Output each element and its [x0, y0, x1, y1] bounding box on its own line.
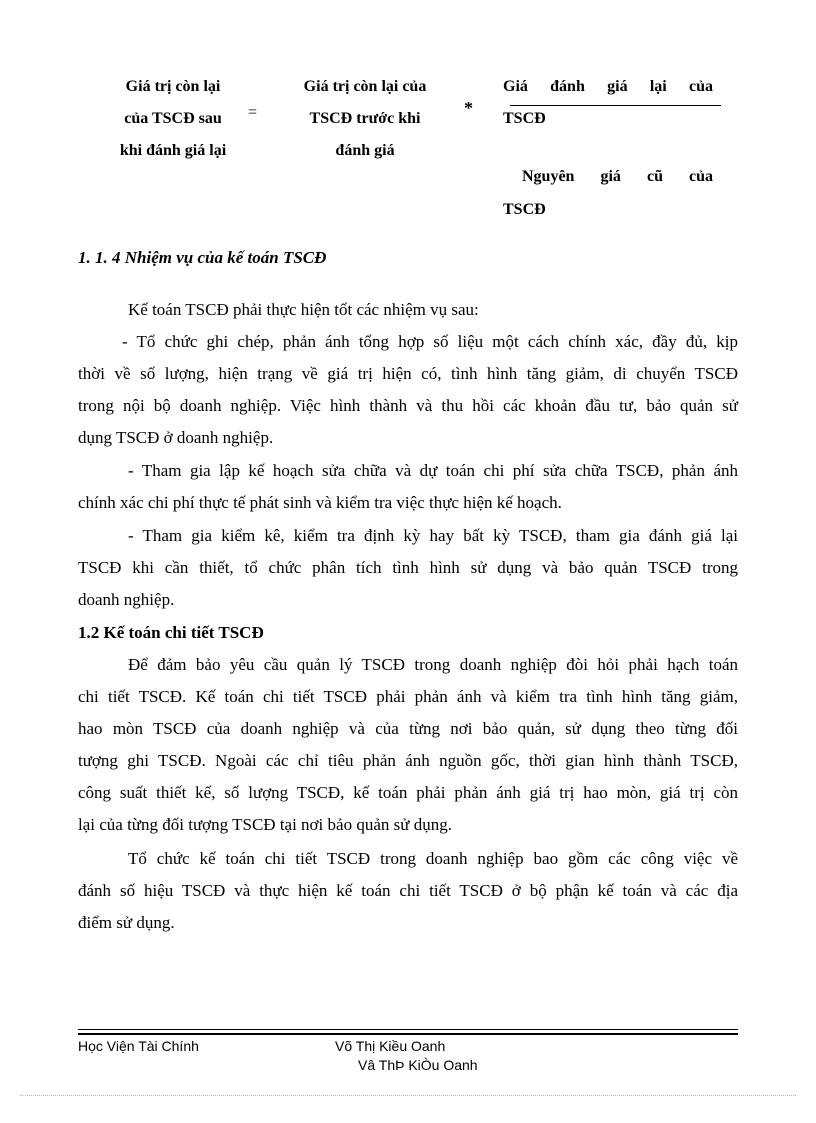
formula-left-line: của TSCĐ sau [124, 110, 222, 127]
formula-middle-line: TSCĐ trước khi [309, 110, 421, 127]
formula-denominator-line: Nguyên giá cũ của [522, 168, 713, 185]
text-line: chính xác chi phí thực tế phát sinh và kiểm tra việc thực hiện kế hoạch. [78, 493, 562, 512]
footer-rule-top [78, 1029, 738, 1030]
text-line: thời về số lượng, hiện trạng về giá trị hiện có, tình hình tăng giảm, di chuyển TSCĐ [78, 364, 738, 383]
text-line: lại của từng đối tượng TSCĐ tại nơi bảo quản sử dụng. [78, 815, 452, 834]
bullet-inventory-check [78, 520, 738, 616]
footer-author: Võ Thị Kiều Oanh [335, 1038, 446, 1054]
footer-author-garbled: Vâ ThÞ KiÒu Oanh [358, 1057, 478, 1073]
text-line: công suất thiết kế, số lượng TSCĐ, kế toán phải phản ánh giá trị hao mòn, giá trị còn [78, 783, 738, 802]
section-12-paragraph-2 [78, 843, 738, 939]
footer-institution: Học Viện Tài Chính [78, 1038, 199, 1054]
formula-left-line: khi đánh giá lại [119, 142, 227, 159]
formula-numerator [503, 71, 713, 103]
formula-denominator-cont: TSCĐ [503, 201, 546, 218]
text-line: - Tham gia lập kế hoạch sửa chữa và dự toán chi phí sửa chữa TSCĐ, phản ánh [128, 461, 738, 480]
text-line: chi tiết TSCĐ. Kế toán chi tiết TSCĐ phải phản ánh và kiểm tra tình hình tăng giảm, [78, 687, 738, 706]
footer-rule-bottom [78, 1033, 738, 1035]
formula-numerator-line: Giá đánh giá lại của [503, 78, 713, 95]
bullet-repair-planning [78, 455, 738, 519]
formula-middle-line: Giá trị còn lại của [303, 78, 427, 95]
text-line: tượng ghi TSCĐ. Ngoài các chỉ tiêu phản ánh nguồn gốc, thời gian hình thành TSCĐ, [78, 751, 738, 770]
formula-multiply-sign: * [464, 98, 473, 118]
section-114-intro: Kế toán TSCĐ phải thực hiện tốt các nhiệm vụ sau: [128, 300, 479, 319]
formula-middle-line: đánh giá [335, 142, 395, 159]
text-line: Để đảm bảo yêu cầu quản lý TSCĐ trong doanh nghiệp đòi hỏi phải hạch toán [128, 655, 738, 674]
formula-numerator-cont: TSCĐ [503, 110, 546, 127]
section-12-paragraph-1 [78, 649, 738, 841]
bullet-record-keeping [78, 326, 738, 454]
page-bottom-dotted-line [20, 1095, 796, 1096]
text-line: - Tham gia kiểm kê, kiểm tra định kỳ hay bất kỳ TSCĐ, tham gia đánh giá lại [128, 526, 738, 545]
text-line: điểm sử dụng. [78, 913, 175, 932]
text-line: hao mòn TSCĐ của doanh nghiệp và của từng nơi bảo quản, sử dụng theo từng đối [78, 719, 738, 738]
text-line: đánh số hiệu TSCĐ và thực hiện kế toán chi tiết TSCĐ ở bộ phận kế toán và các địa [78, 881, 738, 900]
text-line: TSCĐ khi cần thiết, tổ chức phân tích tình hình sử dụng và bảo quản TSCĐ trong [78, 558, 738, 577]
formula-denominator [522, 161, 713, 193]
text-line: - Tổ chức ghi chép, phản ánh tổng hợp số liệu một cách chính xác, đầy đủ, kịp [122, 332, 738, 351]
text-line: trong nội bộ doanh nghiệp. Việc hình thành và thu hồi các khoản đầu tư, bảo quản sử [78, 396, 738, 415]
text-line: Tổ chức kế toán chi tiết TSCĐ trong doanh nghiệp bao gồm các công việc về [128, 849, 738, 868]
section-heading-12: 1.2 Kế toán chi tiết TSCĐ [78, 623, 264, 642]
formula-left-line: Giá trị còn lại [125, 78, 221, 95]
formula-middle-term [280, 71, 450, 167]
text-line: doanh nghiệp. [78, 590, 175, 609]
text-line: dụng TSCĐ ở doanh nghiệp. [78, 428, 274, 447]
section-heading-114: 1. 1. 4 Nhiệm vụ của kế toán TSCĐ [78, 248, 327, 267]
formula-equals-sign: = [248, 104, 258, 121]
formula-left-term [88, 71, 258, 167]
